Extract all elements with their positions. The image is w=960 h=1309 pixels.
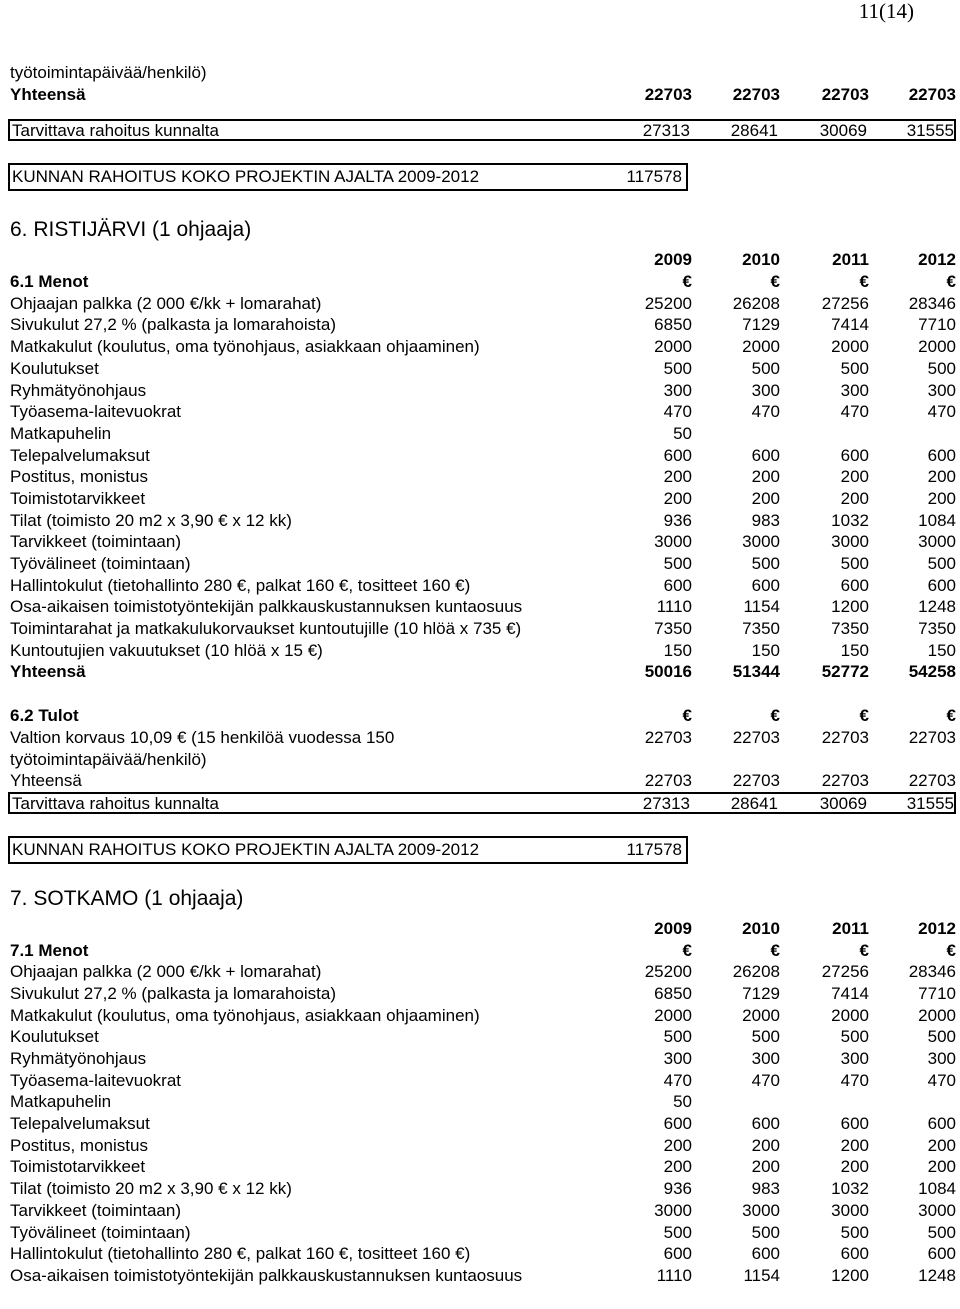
table-row	[8, 401, 956, 423]
cell-2010: 3000	[742, 1200, 780, 1220]
cell-2012: 54258	[908, 662, 956, 682]
cell-2010: 26208	[732, 962, 780, 982]
cell-2009: 500	[663, 1222, 692, 1242]
cell-2009: 600	[663, 575, 692, 595]
row-label: Yhteensä	[10, 771, 82, 791]
currency-symbol: €	[946, 706, 956, 726]
cell-2012: 22703	[908, 84, 956, 104]
cell-2010: 300	[751, 1049, 780, 1068]
table-row	[8, 575, 956, 597]
table-row	[8, 1005, 956, 1027]
sotkamo-menot-list	[8, 961, 956, 1286]
cell-2010: 983	[751, 1179, 780, 1199]
cell-2012: 2000	[918, 1005, 956, 1025]
cell-2009: 6850	[654, 315, 692, 335]
table-row	[8, 314, 956, 336]
row-label: Ryhmätyönohjaus	[10, 1049, 147, 1068]
cell-2011: 30069	[819, 121, 867, 141]
table-row	[8, 358, 956, 380]
table-row	[8, 1243, 956, 1265]
cell-2009: 22703	[644, 727, 692, 747]
top-project-total-box	[8, 163, 688, 191]
cell-2010: 7129	[742, 315, 780, 335]
row-label: Tarvittava rahoitus kunnalta	[12, 793, 219, 813]
cell-2011: 300	[840, 380, 869, 400]
top-funding-row	[8, 119, 956, 141]
cell-2012: 470	[927, 402, 956, 422]
row-label: Matkakulut (koulutus, oma työnohjaus, asiakkaan ohjaaminen)	[10, 1005, 480, 1025]
ristijarvi-funding-row	[8, 792, 956, 814]
cell-2010: 2000	[742, 337, 780, 357]
cell-2012: 600	[927, 445, 956, 465]
row-label: Telepalvelumaksut	[10, 445, 150, 465]
cell-2009: 3000	[654, 1200, 692, 1220]
cell-2010: 22703	[732, 84, 780, 104]
cell-2011: 7414	[831, 983, 869, 1003]
section-heading-sotkamo: 7. SOTKAMO (1 ohjaaja)	[10, 886, 244, 910]
cell-2009: 500	[663, 554, 692, 573]
cell-2010: 3000	[742, 532, 780, 552]
cell-2012: 31555	[906, 793, 954, 813]
table-row	[8, 961, 956, 983]
table-row	[8, 336, 956, 358]
table-row	[8, 983, 956, 1005]
cell-2012: 300	[927, 380, 956, 400]
tulot-row	[8, 727, 956, 749]
cell-2010: 500	[751, 554, 780, 573]
table-row	[8, 596, 956, 618]
cell-2009: 200	[663, 1135, 692, 1155]
row-label: Hallintokulut (tietohallinto 280 €, palkat 160 €, tositteet 160 €)	[10, 1244, 471, 1264]
currency-symbol: €	[859, 940, 869, 960]
cell-2010: 1154	[743, 597, 780, 617]
cell-2010: 300	[751, 380, 780, 400]
cell-2009: 600	[663, 1114, 692, 1134]
cell-2012: 7350	[918, 619, 956, 639]
table-row	[8, 293, 956, 315]
cell-2009: 470	[663, 1070, 692, 1090]
cell-2009: 50	[673, 423, 692, 443]
row-label: Hallintokulut (tietohallinto 280 €, palkat 160 €, tositteet 160 €)	[10, 575, 471, 595]
cell-2009: 27313	[642, 793, 690, 813]
table-row	[8, 1200, 956, 1222]
cell-2012: 470	[927, 1070, 956, 1090]
cell-2011: 600	[840, 575, 869, 595]
cell-2009: 300	[663, 380, 692, 400]
table-row	[8, 466, 956, 488]
cell-2012: 200	[927, 1157, 956, 1177]
menot-title: 6.1 Menot	[10, 272, 89, 292]
cell-2010: 28641	[730, 793, 778, 813]
cell-2011: 3000	[831, 532, 869, 552]
cell-2010: 2000	[742, 1005, 780, 1025]
cell-2012: 28346	[908, 293, 956, 313]
row-label: Telepalvelumaksut	[10, 1114, 150, 1134]
row-label: Tarvikkeet (toimintaan)	[10, 1200, 182, 1220]
cell-2010: 500	[751, 1027, 780, 1047]
table-row	[8, 553, 956, 575]
page-number: 11(14)	[858, 0, 914, 23]
table-row	[8, 380, 956, 402]
menot-title: 7.1 Menot	[10, 940, 89, 960]
cell-2011: 600	[840, 1244, 869, 1264]
row-label: Valtion korvaus 10,09 € (15 henkilöä vuodessa 150	[10, 727, 395, 747]
row-label: Osa-aikaisen toimistotyöntekijän palkkauskustannuksen kuntaosuus	[10, 1265, 523, 1285]
menot-title-row	[8, 271, 956, 293]
cell-2012: 150	[927, 640, 956, 660]
row-label: Tilat (toimisto 20 m2 x 3,90 € x 12 kk)	[10, 510, 292, 530]
table-row	[8, 640, 956, 662]
table-row	[8, 1265, 956, 1287]
row-label: Ryhmätyönohjaus	[10, 380, 147, 400]
row-label: Työvälineet (toimintaan)	[10, 554, 191, 573]
row-label: Toimistotarvikkeet	[10, 488, 146, 508]
cell-2012: 3000	[918, 532, 956, 552]
table-row	[8, 488, 956, 510]
cell-2010: 1154	[743, 1265, 780, 1285]
cell-2012: 7710	[918, 983, 956, 1003]
cell-2009: 2000	[654, 337, 692, 357]
cell-2011: 1200	[831, 597, 869, 617]
cell-2011: 200	[840, 488, 869, 508]
cell-2012: 1248	[918, 1265, 956, 1285]
cell-2010: 7129	[742, 983, 780, 1003]
cell-2009: 50	[673, 1092, 692, 1112]
tulot-total-row	[8, 770, 956, 792]
table-row	[8, 1156, 956, 1178]
cell-2010: 200	[751, 1157, 780, 1177]
cell-2011: 1032	[831, 1179, 869, 1199]
currency-symbol: €	[682, 940, 692, 960]
cell-2011: 500	[840, 1027, 869, 1047]
row-label: Työvälineet (toimintaan)	[10, 1222, 191, 1242]
cell-2012: 2000	[918, 337, 956, 357]
cell-2009: 7350	[654, 619, 692, 639]
cell-2010: 500	[751, 1222, 780, 1242]
project-total-label: KUNNAN RAHOITUS KOKO PROJEKTIN AJALTA 2009-2012	[12, 167, 480, 187]
cell-2009: 3000	[654, 532, 692, 552]
cell-2009: 200	[663, 488, 692, 508]
project-total-value: 117578	[626, 839, 682, 859]
cell-2011: 150	[840, 640, 869, 660]
year-2012: 2012	[918, 250, 956, 270]
cell-2012: 1084	[918, 1179, 956, 1199]
cell-2009: 600	[663, 1244, 692, 1264]
cell-2009: 1110	[656, 597, 692, 617]
cell-2012: 500	[927, 554, 956, 573]
cell-2012: 500	[927, 1027, 956, 1047]
cell-2011: 2000	[831, 337, 869, 357]
cell-2009: 300	[663, 1049, 692, 1068]
cell-2010: 600	[751, 575, 780, 595]
cell-2011: 500	[840, 554, 869, 573]
cell-2011: 22703	[821, 84, 869, 104]
years-row	[8, 918, 956, 940]
table-row	[8, 1070, 956, 1092]
cell-2011: 7414	[831, 315, 869, 335]
cell-2012: 500	[927, 358, 956, 378]
cell-2009: 22703	[644, 771, 692, 791]
cell-2009: 27313	[642, 121, 690, 141]
row-label: Tarvikkeet (toimintaan)	[10, 532, 182, 552]
ristijarvi-project-total-box	[8, 836, 688, 864]
continued-line-label: työtoimintapäivää/henkilö)	[10, 63, 207, 82]
row-label: Sivukulut 27,2 % (palkasta ja lomarahoista)	[10, 983, 336, 1003]
row-label: Tilat (toimisto 20 m2 x 3,90 € x 12 kk)	[10, 1179, 292, 1199]
section-heading-ristijarvi: 6. RISTIJÄRVI (1 ohjaaja)	[10, 218, 252, 242]
cell-2012: 31555	[906, 121, 954, 141]
cell-2010: 22703	[732, 771, 780, 791]
top-total-row	[8, 84, 956, 106]
cell-2010: 600	[751, 1114, 780, 1134]
currency-symbol: €	[946, 940, 956, 960]
cell-2010: 200	[751, 1135, 780, 1155]
cell-2011: 22703	[821, 771, 869, 791]
cell-2012: 22703	[908, 727, 956, 747]
table-row	[8, 510, 956, 532]
menot-total-row	[8, 661, 956, 683]
cell-2009: 470	[663, 402, 692, 422]
cell-2012: 7710	[918, 315, 956, 335]
cell-2010: 150	[751, 640, 780, 660]
years-row	[8, 249, 956, 271]
currency-symbol: €	[682, 272, 692, 292]
row-label: Työasema-laitevuokrat	[10, 1070, 182, 1090]
currency-symbol: €	[859, 706, 869, 726]
row-label: Matkapuhelin	[10, 1092, 112, 1112]
cell-2010: 22703	[732, 727, 780, 747]
currency-symbol: €	[770, 706, 780, 726]
table-row	[8, 1113, 956, 1135]
cell-2010: 200	[751, 467, 780, 487]
cell-2010: 600	[751, 445, 780, 465]
cell-2012: 200	[927, 1135, 956, 1155]
year-2009: 2009	[654, 918, 692, 938]
tulot-title-row	[8, 705, 956, 727]
menot-title-row	[8, 940, 956, 962]
cell-2012: 28346	[908, 962, 956, 982]
cell-2011: 2000	[831, 1005, 869, 1025]
cell-2011: 600	[840, 445, 869, 465]
cell-2011: 600	[840, 1114, 869, 1134]
currency-symbol: €	[770, 940, 780, 960]
cell-2011: 300	[840, 1049, 869, 1068]
year-2012: 2012	[918, 918, 956, 938]
cell-2009: 22703	[644, 84, 692, 104]
cell-2011: 200	[840, 467, 869, 487]
table-row	[8, 445, 956, 467]
row-label: Toimistotarvikkeet	[10, 1157, 146, 1177]
cell-2010: 600	[751, 1244, 780, 1264]
table-row	[8, 423, 956, 445]
table-row	[8, 531, 956, 553]
cell-2010: 470	[751, 402, 780, 422]
cell-2010: 28641	[730, 121, 778, 141]
budget-document	[8, 62, 956, 1287]
cell-2010: 26208	[732, 293, 780, 313]
cell-2010: 7350	[742, 619, 780, 639]
cell-2012: 300	[927, 1049, 956, 1068]
row-label: Työasema-laitevuokrat	[10, 402, 182, 422]
cell-2009: 500	[663, 358, 692, 378]
cell-2009: 150	[663, 640, 692, 660]
row-label: työtoimintapäivää/henkilö)	[10, 749, 207, 769]
cell-2009: 200	[663, 467, 692, 487]
cell-2011: 30069	[819, 793, 867, 813]
table-row	[8, 1178, 956, 1200]
cell-2012: 200	[927, 488, 956, 508]
project-total-label: KUNNAN RAHOITUS KOKO PROJEKTIN AJALTA 2009-2012	[12, 839, 480, 859]
cell-2012: 600	[927, 1114, 956, 1134]
row-label: Yhteensä	[10, 662, 86, 682]
cell-2011: 27256	[821, 293, 869, 313]
row-label: Koulutukset	[10, 358, 99, 378]
table-row	[8, 618, 956, 640]
cell-2010: 470	[751, 1070, 780, 1090]
currency-symbol: €	[682, 706, 692, 726]
row-label: Kuntoutujien vakuutukset (10 hlöä x 15 €)	[10, 640, 323, 660]
row-label: Yhteensä	[10, 84, 86, 104]
year-2010: 2010	[742, 250, 780, 270]
year-2010: 2010	[742, 918, 780, 938]
cell-2011: 1032	[831, 510, 869, 530]
cell-2009: 25200	[644, 293, 692, 313]
ristijarvi-menot-list	[8, 293, 956, 662]
project-total-value: 117578	[626, 167, 682, 187]
currency-symbol: €	[770, 272, 780, 292]
row-label: Koulutukset	[10, 1027, 99, 1047]
row-label: Postitus, monistus	[10, 1135, 148, 1155]
cell-2011: 200	[840, 1135, 869, 1155]
cell-2009: 2000	[654, 1005, 692, 1025]
cell-2012: 600	[927, 1244, 956, 1264]
row-label: Ohjaajan palkka (2 000 €/kk + lomarahat)	[10, 962, 322, 982]
row-label: Postitus, monistus	[10, 467, 148, 487]
cell-2009: 200	[663, 1157, 692, 1177]
row-label: Matkakulut (koulutus, oma työnohjaus, asiakkaan ohjaaminen)	[10, 337, 480, 357]
cell-2012: 1248	[918, 597, 956, 617]
cell-2011: 7350	[831, 619, 869, 639]
cell-2011: 3000	[831, 1200, 869, 1220]
continued-line	[8, 62, 956, 84]
cell-2011: 200	[840, 1157, 869, 1177]
cell-2012: 200	[927, 467, 956, 487]
table-row	[8, 1135, 956, 1157]
row-label: Toimintarahat ja matkakulukorvaukset kuntoutujille (10 hlöä x 735 €)	[10, 619, 522, 639]
cell-2011: 22703	[821, 727, 869, 747]
cell-2009: 600	[663, 445, 692, 465]
cell-2009: 936	[663, 510, 692, 530]
year-2011: 2011	[832, 250, 869, 270]
row-label: Matkapuhelin	[10, 423, 112, 443]
table-row	[8, 1048, 956, 1070]
cell-2009: 25200	[644, 962, 692, 982]
table-row	[8, 1026, 956, 1048]
row-label: Sivukulut 27,2 % (palkasta ja lomarahoista)	[10, 315, 336, 335]
cell-2011: 470	[840, 402, 869, 422]
cell-2010: 51344	[732, 662, 780, 682]
cell-2012: 600	[927, 575, 956, 595]
row-label: Osa-aikaisen toimistotyöntekijän palkkauskustannuksen kuntaosuus	[10, 597, 523, 617]
cell-2009: 500	[663, 1027, 692, 1047]
cell-2009: 6850	[654, 983, 692, 1003]
table-row	[8, 1091, 956, 1113]
row-label: Tarvittava rahoitus kunnalta	[12, 121, 219, 141]
cell-2010: 200	[751, 488, 780, 508]
cell-2010: 500	[751, 358, 780, 378]
cell-2012: 22703	[908, 771, 956, 791]
cell-2011: 500	[840, 1222, 869, 1242]
year-2009: 2009	[654, 250, 692, 270]
cell-2012: 500	[927, 1222, 956, 1242]
tulot-continued-row	[8, 749, 956, 771]
cell-2011: 1200	[831, 1265, 869, 1285]
cell-2011: 52772	[821, 662, 869, 682]
cell-2012: 1084	[918, 510, 956, 530]
row-label: Ohjaajan palkka (2 000 €/kk + lomarahat)	[10, 293, 322, 313]
cell-2009: 50016	[644, 662, 692, 682]
cell-2011: 470	[840, 1070, 869, 1090]
year-2011: 2011	[832, 918, 869, 938]
cell-2011: 27256	[821, 962, 869, 982]
tulot-title: 6.2 Tulot	[10, 706, 79, 726]
cell-2009: 1110	[656, 1265, 692, 1285]
table-row	[8, 1222, 956, 1244]
cell-2010: 983	[751, 510, 780, 530]
cell-2011: 500	[840, 358, 869, 378]
currency-symbol: €	[859, 272, 869, 292]
cell-2012: 3000	[918, 1200, 956, 1220]
currency-symbol: €	[946, 272, 956, 292]
cell-2009: 936	[663, 1179, 692, 1199]
